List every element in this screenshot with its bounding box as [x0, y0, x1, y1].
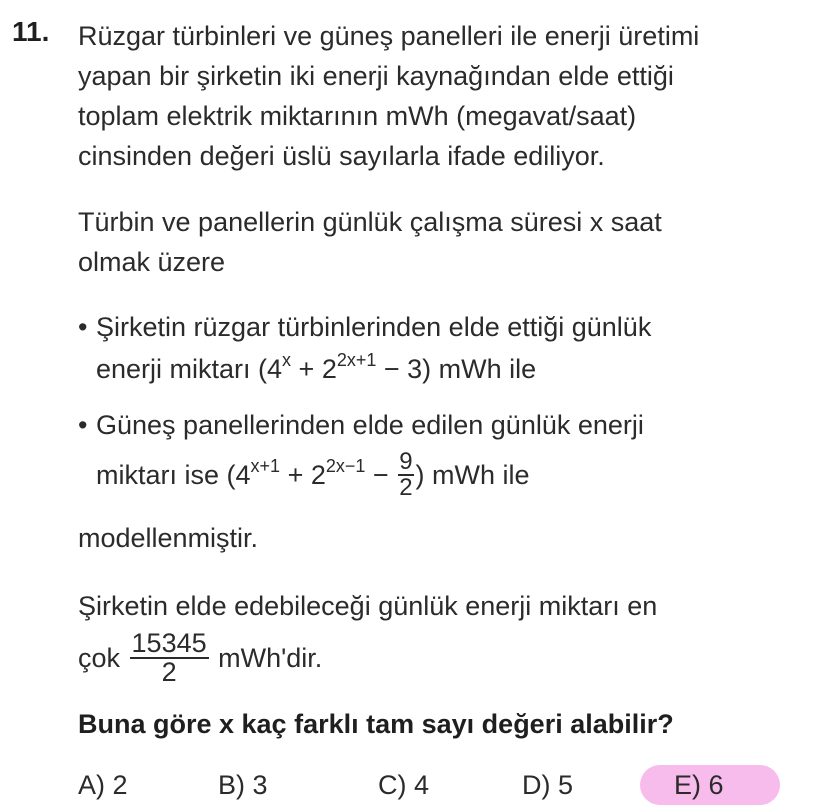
- bullet2-exp1: x+1: [250, 456, 281, 477]
- condition-line-2: olmak üzere: [78, 247, 226, 277]
- bullet1-exp1: x: [282, 350, 292, 370]
- max-frac-den: 2: [130, 657, 209, 686]
- bullet2-line-1: Güneş panellerinden elde edilen günlük enerji: [96, 410, 644, 440]
- max-prefix: çok: [78, 643, 128, 674]
- max-line-2: [78, 628, 323, 688]
- bullet1-prefix: enerji miktarı (4: [96, 354, 283, 384]
- bullet1-line-1: Şirketin rüzgar türbinlerinden elde ettiği günlük: [96, 312, 652, 342]
- choice-b[interactable]: B) 3: [218, 770, 268, 800]
- question-number: 11.: [12, 16, 50, 47]
- choice-c[interactable]: C) 4: [378, 770, 430, 800]
- bullet2-fraction: [398, 450, 413, 500]
- bullet-icon: •: [78, 312, 88, 342]
- condition-line-1: Türbin ve panellerin günlük çalışma süresi x saat: [78, 207, 662, 237]
- bullet2-prefix: miktarı ise (4: [96, 460, 251, 491]
- choice-d[interactable]: D) 5: [522, 770, 574, 800]
- max-frac-num: 15345: [131, 628, 207, 658]
- bullet2-exp2: 2x−1: [325, 456, 366, 477]
- bullet1-mid: + 2: [291, 354, 337, 384]
- bullet2-minus: −: [365, 460, 397, 491]
- bullet2-frac-num: 9: [399, 448, 413, 475]
- intro-line-4: cinsinden değeri üslü sayılarla ifade ediliyor.: [78, 141, 605, 171]
- choice-a[interactable]: A) 2: [78, 770, 128, 800]
- modelled-text: modellenmiştir.: [78, 523, 259, 553]
- question-prompt: Buna göre x kaç farklı tam sayı değeri alabilir?: [78, 709, 674, 739]
- bullet1-suffix: − 3) mWh ile: [376, 354, 537, 384]
- bullet2-frac-den: 2: [399, 474, 413, 501]
- bullet2-suffix: ) mWh ile: [415, 460, 530, 491]
- intro-line-1: Rüzgar türbinleri ve güneş panelleri ile enerji üretimi: [78, 21, 700, 51]
- choice-e[interactable]: E) 6: [674, 770, 724, 800]
- max-line-1: Şirketin elde edebileceği günlük enerji miktarı en: [78, 591, 658, 621]
- bullet-icon: •: [78, 410, 88, 440]
- bullet1-exp2: 2x+1: [336, 350, 377, 370]
- max-fraction: [130, 630, 209, 686]
- bullet2-line-2: [96, 448, 530, 502]
- bullet1-line-2: [96, 350, 537, 385]
- intro-line-2: yapan bir şirketin iki enerji kaynağından elde ettiği: [78, 61, 674, 91]
- intro-line-3: toplam elektrik miktarının mWh (megavat/saat): [78, 101, 637, 131]
- max-suffix: mWh'dir.: [210, 643, 323, 674]
- bullet2-mid: + 2: [280, 460, 326, 491]
